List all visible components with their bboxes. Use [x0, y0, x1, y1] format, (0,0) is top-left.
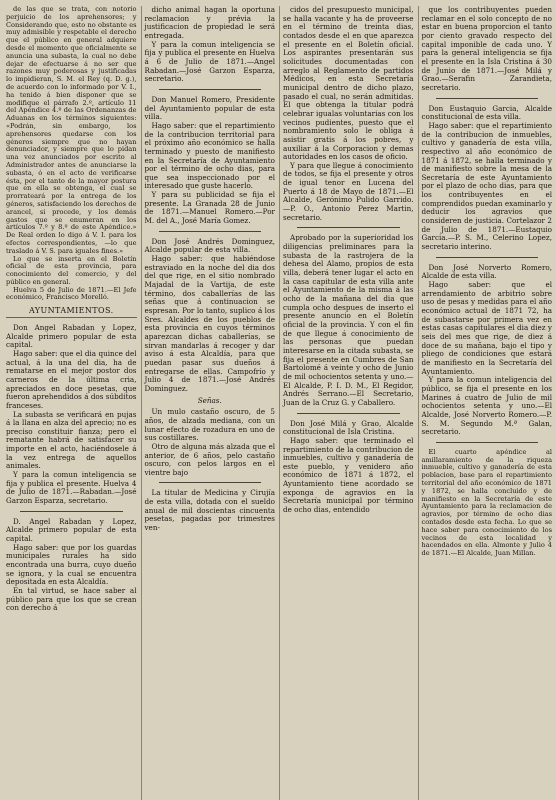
- section-divider: [436, 98, 539, 99]
- paragraph: Huelva 5 de Julio de 1871.—El Jefe económico, Francisco Morelló.: [6, 285, 137, 302]
- paragraph: cidos del presupuesto municipal, se halla vacante y ha de proveerse en el término de treinta dias, contados desde el en que aparezca el presente en el Boletín oficial. Los aspirantes presentarán sus solicitudes documentadas con arreglo al Reglamento de partidos Médicos, en esta Secretaría municipal dentro de dicho plazo, pasado el cual, no serán admitidas. El que obtenga la titular podrá celebrar igualas voluntarias con los vecinos pudientes, puesto que el nombramiento solo le obliga á asistir gratis á los pobres, y auxiliar á la Corporacion y demas autoridades en los casos de oficio.: [283, 6, 414, 162]
- paragraph: Don Manuel Romero, Presidente del Ayuntamiento popular de esta villa.: [144, 94, 275, 122]
- column-4: [418, 6, 553, 800]
- section-heading: AYUNTAMIENTOS.: [6, 307, 137, 318]
- section-divider: [159, 89, 262, 90]
- paragraph: Don Eustaquio Garcia, Alcalde constitucional de esta villa.: [421, 103, 552, 122]
- subheading: Señas.: [197, 395, 222, 405]
- paragraph: El cuarto apéndice al amillaramiento de la riqueza inmueble, cultivo y ganadería de esta poblacion, base para el repartimiento territorial del año económico de 1871 y 1872, se halla concluido y de manifiesto en la Secretaría de este Ayuntamiento para la reclamacion de agravios, por término de ocho dias contados desde esta fecha. Lo que se hace saber para conocimiento de los vecinos de esta localidad y hacendados en ella. Almonte y Julio 4 de 1871.—El Alcalde, Juan Millan.: [421, 447, 552, 558]
- paragraph: de las que se trata, con notorio perjuicio de los aprehensores; y Considerando que, esto no obstante es muy admisible y respetable el derecho que el público en general adquiere desde el momento que oficialmente se anuncia una subasta, la cual no debe dejar de efectuarse á no ser que razones muy poderosas y justificadas lo impidieran, S. M. el Rey (q. D. g.), de acuerdo con lo informado por V. I., ha tenido á bien disponer que se modifique el párrafo 2.º, artículo 11 del Apéndice 4.º de las Ordenanzas de Aduanas en los términos siguientes: «Podrán, sin embargo, los aprehensores quedarse con los géneros siempre que no hayan denunciador, y siempre que lo pidan una vez anunciados por escrito al Administrador antes de anunciarse la subasta, ó en el acto de verificarse ésta, por el tanto de la mayor postura que en ella se obtenga, el cual se prorrateará por la entrega de los géneros, satisfaciendo los derechos de arancel, si procede, y los demás gastos que se enumeran en los artículos 7.º y 8.º de este Apéndice.» De Real orden lo digo á V. I. para los efectos correspondientes, —lo que traslado á V. S. para iguales fines.»: [6, 6, 137, 255]
- paragraph: Hago saber: que el arrendamiento de arbitrio sobre uso de pesas y medidas para el año económico actual de 1871 72, ha de subastarse por primera vez en estas casas capitulares el dia diez y seis del mes que rige, de diez á doce de su mañana, bajo el tipo y pliego de condiciones que estará de manifiesto en la Secretaría del Ayuntamiento.: [421, 280, 552, 376]
- paragraph: que los contribuyentes pueden reclamar en el solo concepto de no estar en buena proporcion el tanto por ciento gravado respecto del capital imponible de cada uno. Y para la general inteligencia se fija el presente en la Isla Cristina á 30 de Junio de 1871.—José Milá y Grao.—Serafin Zarandieta, secretario.: [421, 6, 552, 92]
- section-divider: [297, 227, 400, 228]
- paragraph: Lo que se inserta en el Boletín oficial de esta provincia, para conocimiento del comercio, y del público en general.: [6, 254, 137, 286]
- paragraph: Aprobado por la superioridad los diligencias preliminares para la subasta de la rastrojera de la dehesa del Alamo, propios de esta villa, deberá tener lugar el acto en la casa capitular de esta villa ante el Ayuntamiento de la misma á las ocho de la mañana del dia que cumpla ocho despues de inserto el presente anuncio en el Boletín oficial de la provincia. Y con el fin de que llegue á conocimiento de las personas que puedan interesarse en la citada subasta, se fija el presente en Cumbres de San Bartolomé á veinte y ocho de Junio de mil ochocientos setenta y uno.—El Alcalde, P. I. D. M., El Regidor, Andrés Serrano.—El Secretario, Juan de la Cruz G. y Caballero.: [283, 233, 414, 407]
- paragraph: La titular de Medicina y Cirujía de esta villa, dotada con el sueldo anual de mil doscientas cincuenta pesetas, pagadas por trimestres ven-: [144, 488, 275, 533]
- paragraph: Don José Norverto Romero, Alcalde de esta villa.: [421, 262, 552, 281]
- paragraph: Don José Andrés Dominguez, Alcalde popular de esta villa.: [144, 236, 275, 255]
- paragraph: Hago saber: que terminado el repartimiento de la contribucion de inmuebles, cultivo y ganadería de este pueblo, y venidero año económico de 1871 á 1872, el Ayuntamiento tiene acordado se exponga de agravios en la Secretaría municipal por término de ocho dias, entendido: [283, 435, 414, 515]
- paragraph: La subasta se verificará en pujas á la llana en alza del aprecio; no es preciso constituir fianza; pero el rematante habrá de satisfacer su importe en el acto, haciéndosele á la vez entrega de aquellos animales.: [6, 409, 137, 471]
- section-divider: [297, 413, 400, 414]
- paragraph: Y para la comun inteligencia del público, se fija el presente en los Marines á cuatro de Julio de mil ochocientos setenta y uno.—El Alcalde, José Norverto Romero.—P. S. M. Segundo M.ª Galan, secretario.: [421, 375, 552, 437]
- paragraph: Y para la comun inteligencia se fija y publica el presente en Huelva á 6 de Julio de 1871.—Angel Rabadan.—José Garzon Esparza, secretario.: [144, 39, 275, 84]
- section-divider: [159, 482, 262, 483]
- paragraph: Don Angel Rabadan y Lopez, Alcalde primero popular de esta capital.: [6, 322, 137, 350]
- column-2: [141, 6, 276, 800]
- column-3: [279, 6, 414, 800]
- paragraph: Don José Milá y Grao, Alcalde constitucional de Isla Cristina.: [283, 418, 414, 437]
- paragraph: Y para que llegue á conocimiento de todos, se fija el presente y otros de igual tenor en Lucena del Puerto á 18 de Mayo de 1871.—El Alcalde, Gerónimo Pulido Garrido.—P. O., Antonio Perez Martin, secretario.: [283, 160, 414, 222]
- paragraph: Un mulo castaño oscuro, de 5 años, de alzada mediana, con un lunar efecto de rozadura en uno de sus costillares.: [144, 407, 275, 443]
- paragraph: Y para la comun inteligencia se fija y publica el presente. Huelva 4 de Julio de 1871.—Rabadan.—José Garzon Esparza, secretario.: [6, 470, 137, 506]
- paragraph: Hago saber: que el dia quince del actual, á la una del dia, ha de rematarse en el mejor postor dos carneros de la última cria, apreciados en doce pesetas, que fueron aprehendidos á dos súbditos franceses.: [6, 348, 137, 410]
- paragraph: Otro de alguna más alzada que el anterior, de 6 años, pelo castaño oscuro, con pelos largos en el vientre bajo: [144, 441, 275, 477]
- column-1: [6, 6, 137, 800]
- section-divider: [159, 231, 262, 232]
- section-divider: [436, 257, 539, 258]
- section-divider: [20, 511, 123, 512]
- paragraph: Hago saber: que por los guardas municipales rurales ha sido encontrada una burra, cuyo dueño se ignora, y la cual se encuentra depositada en esta Alcaldía.: [6, 542, 137, 587]
- paragraph: dicho animal hagan la oportuna reclamacion y prévia la justificacion de propiedad le será entregada.: [144, 6, 275, 40]
- paragraph: En tal virtud, se hace saber al público para que los que se crean con derecho á: [6, 585, 137, 613]
- paragraph: Hago saber: que el repartimiento de la contribucion de inmuebles, cultivo y ganadería de esta villa, respectivo al año económico de 1871 á 1872, se halla terminado y de manifiesto sobre la mesa de la Secretaría de este Ayuntamiento por el plazo de ocho dias, para que los contribuyentes en el comprendidos puedan examinarlo y deducir los agravios que consideren de justicia. Cortelazor 2 de Julio de 1871.—Eustaquio Garcia.—P. S. M., Celerino Lopez, secretario interino.: [421, 120, 552, 252]
- paragraph: Hago saber: que el repartimiento de la contribucion territorial para el próximo año económico se halla terminado y puesto de manifiesto en la Secretaría de Ayuntamiento por el término de ocho dias, para que sea inspeccionado por el interesado que guste hacerlo.: [144, 120, 275, 191]
- paragraph: D. Angel Rabadan y Lopez, Alcalde primero popular de esta capital.: [6, 516, 137, 544]
- paragraph: Hago saber: que habiéndose estraviado en la noche del dia dos del que rige, en el sitio nombrado Majadal de la Vartija, de este término, dos caballerías de las señas que á continuacion se espresan. Por lo tanto, suplico á los Sres. Alcaldes de los pueblos de esta provincia en cuyos términos aparezcan dichas caballerías, se sirvan mandarlas á recoger y dar aviso á esta Alcaldía, para que puedan pasar sus dueños á entregarse de ellas. Campofrío y Julio 4 de 1871.—José Andrés Dominguez.: [144, 254, 275, 393]
- paragraph: Y para su publicidad se fija el presente. La Granada 28 de Junio de 1871.—Manuel Romero.—Por M. del A., José María Gomez.: [144, 190, 275, 226]
- section-divider: [436, 442, 539, 443]
